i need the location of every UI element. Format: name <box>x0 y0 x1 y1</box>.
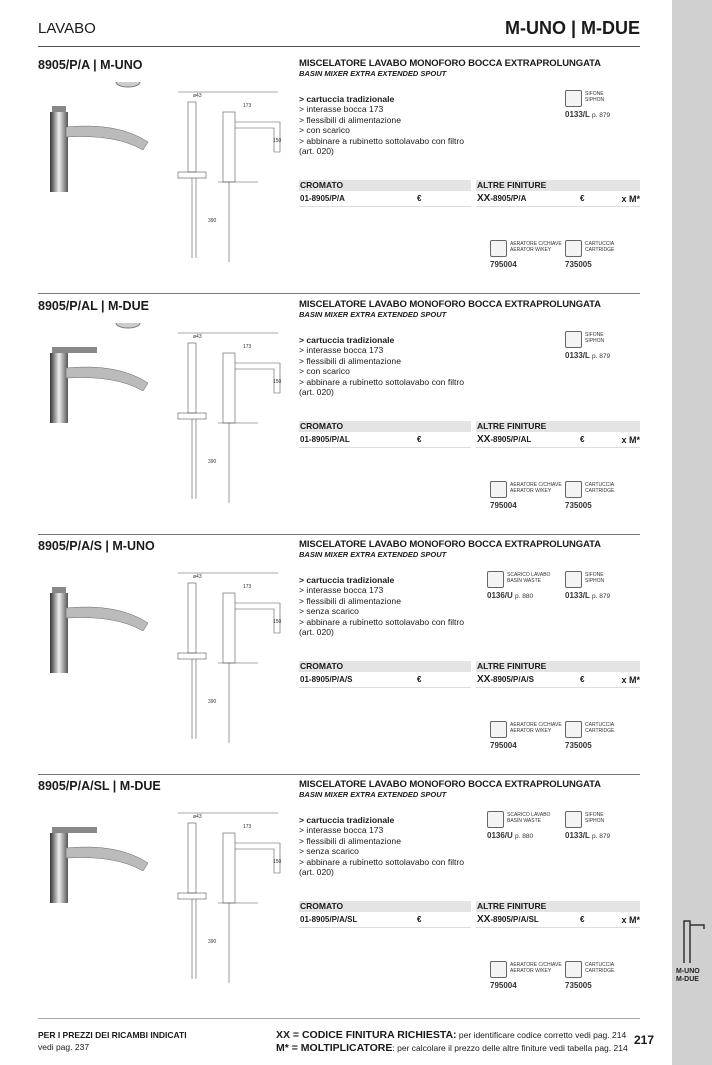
other-finishes-header: ALTRE FINITURE <box>476 661 640 672</box>
accessory-label <box>585 572 645 584</box>
accessory-code <box>487 833 533 840</box>
multiplier: x M* <box>621 194 640 204</box>
price-euro: € <box>580 915 585 924</box>
accessory-name: AERATORE C/CHIAVE <box>510 722 562 728</box>
svg-text:150: 150 <box>273 859 282 865</box>
accessory-sifone <box>565 811 645 843</box>
cartuccia-icon <box>565 481 582 498</box>
finish-code: -8905/P/A/SL <box>490 915 539 924</box>
accessory-code-value: 795004 <box>490 741 517 750</box>
multiplier: x M* <box>621 915 640 925</box>
sifone-icon <box>565 571 582 588</box>
feature-item: > cartuccia tradizionale <box>299 575 395 585</box>
other-finish-code <box>477 912 539 928</box>
aeratore-icon <box>490 240 507 257</box>
accessory-code-value: 0133/L <box>565 591 590 600</box>
accessory-code-value: 0133/L <box>565 831 590 840</box>
accessory-aeratore <box>490 481 570 513</box>
sifone-icon <box>565 811 582 828</box>
feature-item: (art. 020) <box>299 387 334 398</box>
feature-list <box>299 815 479 877</box>
accessory-name: CARTUCCIA <box>585 722 615 728</box>
faucet-icon <box>676 915 706 965</box>
price-euro: € <box>580 675 585 684</box>
accessory-sifone <box>565 571 645 603</box>
svg-text:390: 390 <box>208 218 217 224</box>
finish-code-prefix: XX <box>477 674 491 685</box>
product-section <box>38 52 640 292</box>
accessory-code-value: 795004 <box>490 260 517 269</box>
product-description: MISCELATORE LAVABO MONOFORO BOCCA EXTRAPROLUNGATA <box>299 539 601 550</box>
accessory-name: SCARICO LAVABO <box>507 572 551 578</box>
accessory-name-en: CARTRIDGE <box>585 968 615 974</box>
footer-note-title: PER I PREZZI DEI RICAMBI INDICATI <box>38 1030 187 1040</box>
chrome-header: CROMATO <box>299 180 471 191</box>
feature-item: > abbinare a rubinetto sottolavabo con filtro <box>299 616 465 627</box>
price-euro: € <box>580 194 585 203</box>
accessory-label <box>510 482 570 494</box>
price-euro: € <box>417 194 422 203</box>
accessory-code <box>565 112 610 119</box>
divider <box>38 1018 640 1019</box>
multiplier: x M* <box>621 435 640 445</box>
product-code: 8905/P/A | M-UNO <box>38 58 143 72</box>
chrome-code: 01-8905/P/A/SL <box>300 915 358 924</box>
chrome-header: CROMATO <box>299 901 471 912</box>
svg-text:150: 150 <box>273 619 282 625</box>
accessory-page-ref: p. 880 <box>515 593 534 600</box>
chrome-row <box>299 912 471 928</box>
svg-text:390: 390 <box>208 699 217 705</box>
sifone-icon <box>565 331 582 348</box>
accessory-name: SIFONE <box>585 572 604 578</box>
accessory-name: CARTUCCIA <box>585 482 615 488</box>
accessory-code <box>490 503 517 509</box>
accessory-aeratore <box>490 240 570 272</box>
aeratore-icon <box>490 481 507 498</box>
product-description: MISCELATORE LAVABO MONOFORO BOCCA EXTRAPROLUNGATA <box>299 299 601 310</box>
chrome-row <box>299 191 471 207</box>
accessory-code <box>565 593 610 600</box>
accessory-name: SIFONE <box>585 332 604 338</box>
accessory-name-en: BASIN WASTE <box>507 578 541 584</box>
price-euro: € <box>417 915 422 924</box>
cartuccia-icon <box>565 240 582 257</box>
chrome-code: 01-8905/P/A <box>300 194 345 203</box>
accessory-label <box>507 812 567 824</box>
scarico-icon <box>487 571 504 588</box>
chrome-price-table <box>299 421 471 448</box>
other-finish-row <box>476 432 640 448</box>
cartuccia-icon <box>565 961 582 978</box>
feature-item: > interasse bocca 173 <box>299 585 384 596</box>
accessory-sifone <box>565 331 645 363</box>
accessory-label <box>510 241 570 253</box>
accessory-name-en: BASIN WASTE <box>507 818 541 824</box>
svg-text:173: 173 <box>243 344 252 350</box>
accessory-cartuccia <box>565 481 645 513</box>
aeratore-icon <box>490 721 507 738</box>
accessory-name-en: CARTRIDGE <box>585 247 615 253</box>
accessory-name: SCARICO LAVABO <box>507 812 551 818</box>
accessory-name-en: AERATOR W/KEY <box>510 247 552 253</box>
product-image <box>38 82 288 272</box>
accessory-code <box>565 503 592 509</box>
svg-text:ø43: ø43 <box>193 814 202 820</box>
svg-text:390: 390 <box>208 459 217 465</box>
scarico-icon <box>487 811 504 828</box>
other-finish-row <box>476 672 640 688</box>
accessory-page-ref: p. 880 <box>515 833 534 840</box>
accessory-name: AERATORE C/CHIAVE <box>510 482 562 488</box>
chrome-code: 01-8905/P/AL <box>300 435 350 444</box>
feature-item: > interasse bocca 173 <box>299 345 384 356</box>
svg-text:ø43: ø43 <box>193 334 202 340</box>
accessory-code-value: 735005 <box>565 741 592 750</box>
accessory-label <box>585 722 645 734</box>
accessory-code <box>565 353 610 360</box>
accessory-label <box>510 722 570 734</box>
product-description-en: BASIN MIXER EXTRA EXTENDED SPOUT <box>299 790 447 799</box>
accessory-code <box>565 262 592 268</box>
chrome-row <box>299 672 471 688</box>
feature-item: > cartuccia tradizionale <box>299 335 395 345</box>
tab-label: M-DUE <box>676 976 699 983</box>
accessory-name: SIFONE <box>585 91 604 97</box>
accessory-name: CARTUCCIA <box>585 241 615 247</box>
feature-item: > interasse bocca 173 <box>299 825 384 836</box>
accessory-cartuccia <box>565 721 645 753</box>
accessory-code-value: 0136/U <box>487 591 513 600</box>
chrome-header: CROMATO <box>299 661 471 672</box>
feature-item: > abbinare a rubinetto sottolavabo con filtro <box>299 376 465 387</box>
feature-item: > senza scarico <box>299 606 359 617</box>
accessory-page-ref: p. 879 <box>592 833 611 840</box>
product-section <box>38 533 640 773</box>
accessory-page-ref: p. 879 <box>592 593 611 600</box>
series-title: M-UNO | M-DUE <box>504 18 640 38</box>
cartuccia-icon <box>565 721 582 738</box>
other-finish-code <box>477 672 534 688</box>
feature-item: > con scarico <box>299 125 350 136</box>
feature-item: > interasse bocca 173 <box>299 104 384 115</box>
product-image <box>38 323 288 513</box>
page-number: 217 <box>634 1033 655 1047</box>
price-euro: € <box>417 675 422 684</box>
accessory-label <box>507 572 567 584</box>
product-description-en: BASIN MIXER EXTRA EXTENDED SPOUT <box>299 69 447 78</box>
svg-text:150: 150 <box>273 379 282 385</box>
accessory-code-value: 735005 <box>565 260 592 269</box>
feature-list <box>299 575 479 637</box>
accessory-code-value: 735005 <box>565 981 592 990</box>
product-image <box>38 803 288 993</box>
accessory-cartuccia <box>565 240 645 272</box>
accessory-code <box>565 743 592 749</box>
svg-text:ø43: ø43 <box>193 574 202 580</box>
multiplier: x M* <box>621 675 640 685</box>
accessory-code <box>490 983 517 989</box>
accessory-name-en: SIPHON <box>585 97 605 103</box>
other-finishes-header: ALTRE FINITURE <box>476 180 640 191</box>
feature-item: > flessibili di alimentazione <box>299 114 401 125</box>
feature-item: (art. 020) <box>299 146 334 157</box>
svg-text:173: 173 <box>243 103 252 109</box>
other-finish-code <box>477 432 532 448</box>
other-finishes-header: ALTRE FINITURE <box>476 421 640 432</box>
accessory-name-en: CARTRIDGE <box>585 728 615 734</box>
category-title: LAVABO <box>38 20 96 37</box>
product-code: 8905/P/AL | M-DUE <box>38 299 149 313</box>
accessory-name-en: AERATOR W/KEY <box>510 968 552 974</box>
accessory-name-en: SIPHON <box>585 818 605 824</box>
chrome-header: CROMATO <box>299 421 471 432</box>
accessory-code-value: 0133/L <box>565 110 590 119</box>
product-description: MISCELATORE LAVABO MONOFORO BOCCA EXTRAPROLUNGATA <box>299 779 601 790</box>
section-tab <box>672 0 712 1065</box>
feature-item: > cartuccia tradizionale <box>299 94 395 104</box>
product-description-en: BASIN MIXER EXTRA EXTENDED SPOUT <box>299 310 447 319</box>
svg-text:150: 150 <box>273 138 282 144</box>
chrome-code: 01-8905/P/A/S <box>300 675 353 684</box>
accessory-name-en: SIPHON <box>585 338 605 344</box>
svg-text:173: 173 <box>243 824 252 830</box>
accessory-name: AERATORE C/CHIAVE <box>510 241 562 247</box>
chrome-row <box>299 432 471 448</box>
finish-code-prefix: XX <box>477 434 491 445</box>
product-image <box>38 563 288 753</box>
other-finishes-header: ALTRE FINITURE <box>476 901 640 912</box>
svg-text:173: 173 <box>243 584 252 590</box>
other-finish-row <box>476 191 640 207</box>
accessory-code-value: 795004 <box>490 501 517 510</box>
accessory-cartuccia <box>565 961 645 993</box>
accessory-code <box>490 262 517 268</box>
price-euro: € <box>580 435 585 444</box>
accessory-aeratore <box>490 961 570 993</box>
chrome-price-table <box>299 661 471 688</box>
feature-item: > cartuccia tradizionale <box>299 815 395 825</box>
accessory-code-value: 735005 <box>565 501 592 510</box>
accessory-name: SIFONE <box>585 812 604 818</box>
feature-item: > flessibili di alimentazione <box>299 355 401 366</box>
product-description-en: BASIN MIXER EXTRA EXTENDED SPOUT <box>299 550 447 559</box>
feature-item: (art. 020) <box>299 867 334 878</box>
chrome-price-table <box>299 901 471 928</box>
feature-item: > flessibili di alimentazione <box>299 835 401 846</box>
accessory-scarico <box>487 811 567 843</box>
other-finishes-table <box>476 901 640 928</box>
accessory-label <box>585 482 645 494</box>
other-finishes-table <box>476 180 640 207</box>
footer-m-legend: M* = MOLTIPLICATORE: per calcolare il prezzo delle altre finiture vedi tabella pag. 214 <box>276 1042 628 1054</box>
svg-text:ø43: ø43 <box>193 93 202 99</box>
chrome-price-table <box>299 180 471 207</box>
accessory-label <box>585 241 645 253</box>
accessory-code-value: 0136/U <box>487 831 513 840</box>
finish-code: -8905/P/AL <box>490 435 532 444</box>
product-code: 8905/P/A/S | M-UNO <box>38 539 155 553</box>
tab-label: M-UNO <box>676 968 700 975</box>
footer-xx-legend: XX = CODICE FINITURA RICHIESTA: per identificare codice corretto vedi pag. 214 <box>276 1029 627 1041</box>
price-euro: € <box>417 435 422 444</box>
feature-list <box>299 335 479 397</box>
product-section <box>38 773 640 1013</box>
accessory-name-en: AERATOR W/KEY <box>510 488 552 494</box>
accessory-name-en: CARTRIDGE <box>585 488 615 494</box>
divider <box>38 46 640 47</box>
other-finishes-table <box>476 661 640 688</box>
feature-list <box>299 94 479 156</box>
accessory-page-ref: p. 879 <box>592 353 611 360</box>
accessory-name-en: AERATOR W/KEY <box>510 728 552 734</box>
accessory-label <box>510 962 570 974</box>
accessory-name: CARTUCCIA <box>585 962 615 968</box>
accessory-page-ref: p. 879 <box>592 112 611 119</box>
accessory-name: AERATORE C/CHIAVE <box>510 962 562 968</box>
finish-code-prefix: XX <box>477 193 491 204</box>
finish-code-prefix: XX <box>477 914 491 925</box>
accessory-label <box>585 332 645 344</box>
feature-item: > flessibili di alimentazione <box>299 595 401 606</box>
sifone-icon <box>565 90 582 107</box>
feature-item: > senza scarico <box>299 846 359 857</box>
finish-code: -8905/P/A <box>490 194 527 203</box>
feature-item: > con scarico <box>299 366 350 377</box>
aeratore-icon <box>490 961 507 978</box>
product-code: 8905/P/A/SL | M-DUE <box>38 779 161 793</box>
accessory-code-value: 795004 <box>490 981 517 990</box>
product-description: MISCELATORE LAVABO MONOFORO BOCCA EXTRAPROLUNGATA <box>299 58 601 69</box>
accessory-sifone <box>565 90 645 122</box>
footer-note: vedi pag. 237 <box>38 1042 90 1052</box>
accessory-scarico <box>487 571 567 603</box>
accessory-name-en: SIPHON <box>585 578 605 584</box>
accessory-label <box>585 962 645 974</box>
product-section <box>38 293 640 533</box>
accessory-code-value: 0133/L <box>565 351 590 360</box>
other-finish-code <box>477 191 527 207</box>
accessory-label <box>585 812 645 824</box>
accessory-label <box>585 91 645 103</box>
finish-code: -8905/P/A/S <box>490 675 534 684</box>
other-finish-row <box>476 912 640 928</box>
accessory-code <box>490 743 517 749</box>
accessory-code <box>487 593 533 600</box>
feature-item: (art. 020) <box>299 627 334 638</box>
accessory-code <box>565 983 592 989</box>
svg-text:390: 390 <box>208 939 217 945</box>
feature-item: > abbinare a rubinetto sottolavabo con filtro <box>299 135 465 146</box>
other-finishes-table <box>476 421 640 448</box>
accessory-aeratore <box>490 721 570 753</box>
accessory-code <box>565 833 610 840</box>
feature-item: > abbinare a rubinetto sottolavabo con filtro <box>299 856 465 867</box>
